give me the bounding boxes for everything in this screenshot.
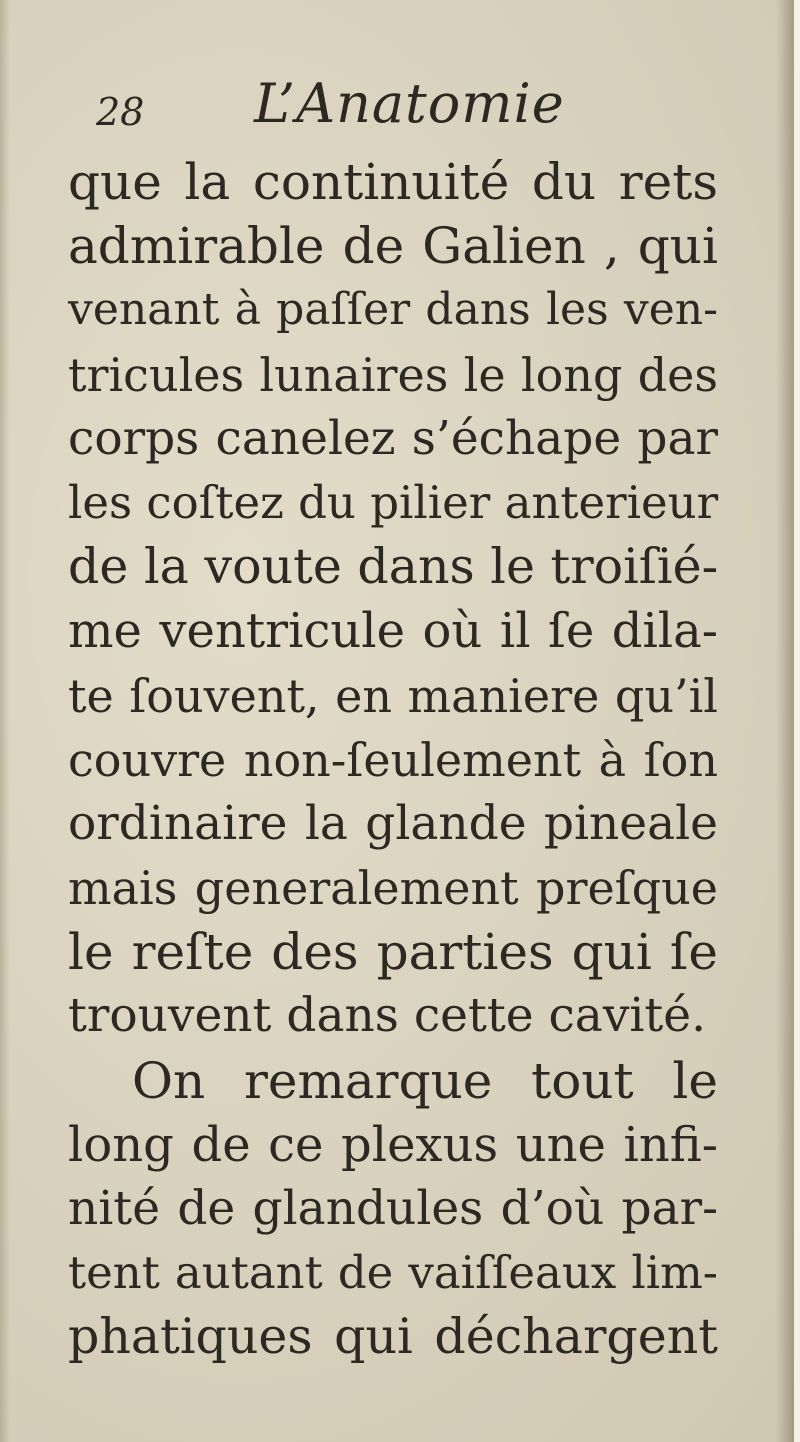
text-line: tent autant de vaiſſeaux lim- (68, 1246, 718, 1300)
page-left-edge (0, 0, 10, 1442)
paragraph-start-line: On remarque tout le (132, 1051, 718, 1110)
text-line: te ſouvent, en maniere qu’il (68, 668, 718, 723)
text-line: corps canelez s’échape par (68, 410, 718, 466)
text-line: que la continuité du rets (68, 153, 718, 211)
body-text (68, 150, 718, 1370)
page-number: 28 (96, 90, 145, 134)
text-line: phatiques qui déchargent (68, 1308, 718, 1366)
text-line: le reſte des parties qui ſe (68, 923, 718, 982)
text-line: les coſtez du pilier anterieur (68, 475, 719, 529)
text-line: admirable de Galien , qui (68, 217, 718, 276)
text-line: nité de glandules d’où par- (68, 1181, 718, 1236)
page-header (96, 72, 696, 142)
text-line: me ventricule où il ſe dila- (68, 603, 718, 660)
text-line: de la voute dans le troiſié- (68, 538, 719, 596)
text-line: tricules lunaires le long des (68, 347, 718, 402)
text-line: long de ce plexus une infi- (68, 1116, 718, 1173)
text-line: venant à paſſer dans les ven- (68, 284, 718, 336)
page-right-edge (794, 0, 800, 1442)
text-line: mais generalement preſque (68, 861, 718, 916)
running-title: L’Anatomie (254, 72, 565, 135)
text-line: couvre non-ſeulement à ſon (68, 732, 718, 787)
text-line: trouvent dans cette cavité. (68, 988, 707, 1044)
text-line: ordinaire la glande pineale (68, 795, 718, 851)
